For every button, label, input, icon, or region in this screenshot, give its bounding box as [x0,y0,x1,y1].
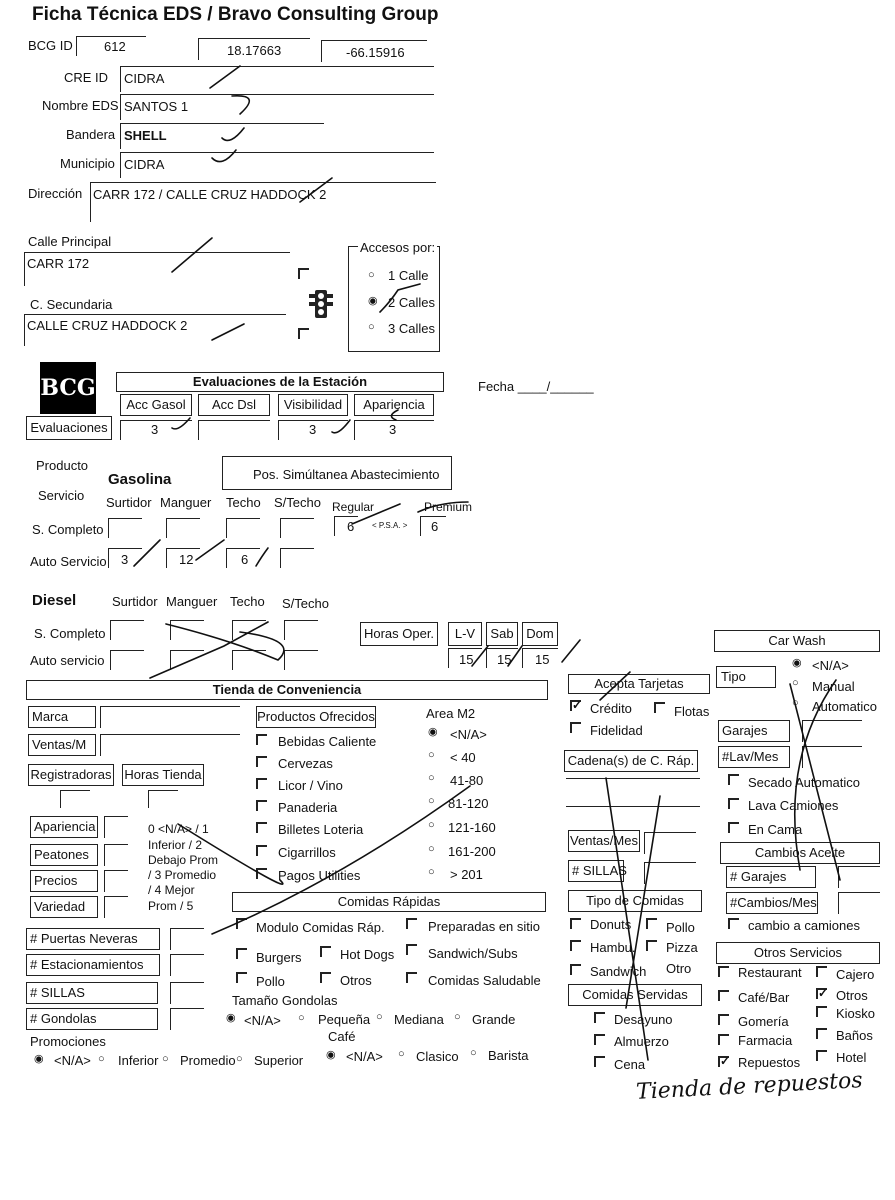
nombre-label: Nombre EDS [42,98,119,113]
diesel-col-surtidor: Surtidor [112,594,158,609]
diesel-auto-label: Auto servicio [30,653,105,668]
s-completo-techo[interactable] [226,518,260,538]
ventas-label: Ventas/M [28,734,96,756]
s-completo-label: S. Completo [32,522,104,537]
marca-label: Marca [28,706,96,728]
cafe-option-1: <N/A> [346,1049,383,1064]
otros-left-label-2: Café/Bar [738,990,790,1005]
tipo-label-4: Pizza [666,940,698,955]
horas-sab-field[interactable]: 15 [486,648,518,668]
producto-label-7: Pagos Utilities [278,868,361,883]
comida-checkbox-5[interactable] [406,944,417,955]
s-completo-s-techo[interactable] [280,518,314,538]
cafe-radio-1[interactable]: ◉ [326,1049,336,1061]
apariencia-tienda-label: Apariencia [30,816,98,838]
cambio-camiones-checkbox[interactable] [728,918,739,929]
lava-camiones-label: Lava Camiones [748,798,839,813]
cre-id-label: CRE ID [64,70,109,85]
diesel-auto-surtidor[interactable] [110,650,144,670]
otros-right-label-5: Hotel [836,1050,867,1065]
bcg-id-field[interactable]: 612 [76,36,146,56]
otros-right-label-4: Baños [836,1028,873,1043]
tipo-label-2: Pollo [666,920,695,935]
horas-dom-field[interactable]: 15 [522,648,558,668]
tipo-label-3: Hambu. [590,940,636,955]
sillas-label: # SILLAS [26,982,158,1004]
cafe-title: Café [328,1029,356,1044]
otros-left-checkbox-1[interactable] [718,966,729,977]
comida-checkbox-7[interactable] [320,972,331,983]
comida-label-3: Burgers [256,950,302,965]
calle-principal-checkbox[interactable] [298,268,309,279]
scale-line-6: Prom / 5 [148,899,194,913]
producto-label-1: Bebidas Caliente [278,734,377,749]
acc-gasol-field[interactable]: 3 [120,420,192,440]
producto-label-3: Licor / Vino [278,778,343,793]
regular-field[interactable]: 6 [334,516,358,536]
diesel-s-completo-manguer[interactable] [170,620,204,640]
servida-label-1: Desayuno [614,1012,673,1027]
latitude-field[interactable]: 18.17663 [198,38,310,60]
cre-id-field[interactable]: CIDRA [120,66,434,92]
calle-principal-field[interactable]: CARR 172 [24,252,290,286]
calle-secundaria-label: C. Secundaria [30,297,113,312]
carwash-radio-na[interactable]: ◉ [792,657,802,669]
area-radio-4[interactable]: ○ [428,795,435,807]
scale-line-5: / 4 Mejor [148,883,195,897]
bandera-field[interactable]: SHELL [120,123,324,149]
otros-right-label-2: Otros [836,988,868,1003]
gasolina-label: Gasolina [108,471,172,488]
precios-label: Precios [30,870,98,892]
diesel-col-manguer: Manguer [166,594,218,609]
auto-techo[interactable]: 6 [226,548,260,568]
producto-checkbox-7[interactable] [256,868,267,879]
servida-label-3: Cena [614,1057,646,1072]
carwash-tipo-label: Tipo [716,666,776,688]
gondolas-label: # Gondolas [26,1008,158,1030]
credito-label: Crédito [590,701,632,716]
producto-label-6: Cigarrillos [278,845,336,860]
municipio-label: Municipio [60,156,115,171]
apariencia-label: Apariencia [354,394,434,416]
area-option-6: 161-200 [448,844,496,859]
direccion-field[interactable]: CARR 172 / CALLE CRUZ HADDOCK 2 [90,182,436,222]
carwash-garajes-field[interactable] [802,720,862,742]
promo-option-2: Inferior [118,1053,159,1068]
diesel-label: Diesel [32,592,77,609]
diesel-auto-manguer[interactable] [170,650,204,670]
gondola-option-1: <N/A> [244,1013,281,1028]
col-manguer: Manguer [160,495,212,510]
otros-right-checkbox-3[interactable] [816,1006,827,1017]
peatones-label: Peatones [30,844,98,866]
accesos-label: Accesos por: [360,240,436,255]
promociones-title: Promociones [30,1034,106,1049]
cambios-mes-label: #Cambios/Mes [726,892,818,914]
puertas-label: # Puertas Neveras [26,928,160,950]
cambios-garajes-field[interactable] [838,866,880,888]
otros-left-checkbox-4[interactable] [718,1034,729,1045]
auto-servicio-label: Auto Servicio [30,554,107,569]
comida-label-4: Hot Dogs [340,947,395,962]
tienda-title: Tienda de Conveniencia [26,680,548,700]
horas-lv-field[interactable]: 15 [448,648,482,668]
promo-option-3: Promedio [180,1053,236,1068]
tipo-checkbox-3[interactable] [570,940,581,951]
horas-dom-label: Dom [522,622,558,646]
area-option-7: > 201 [450,867,483,882]
pos-simultanea-box: Pos. Simúltanea Abastecimiento [222,456,452,490]
area-option-4: 81-120 [448,796,489,811]
comida-label-7: Otros [340,973,372,988]
bcg-id-label: BCG ID [28,38,73,53]
horas-lv-label: L-V [448,622,482,646]
secado-checkbox[interactable] [728,774,739,785]
cambio-camiones-label: cambio a camiones [748,918,860,933]
diesel-s-completo-surtidor[interactable] [110,620,144,640]
area-option-1: <N/A> [450,727,487,742]
servida-checkbox-3[interactable] [594,1056,605,1067]
premium-field[interactable]: 6 [420,516,446,536]
comida-checkbox-2[interactable] [406,918,417,929]
promo-radio-1[interactable]: ◉ [34,1053,44,1065]
otros-right-label-1: Cajero [836,967,875,982]
variedad-field[interactable] [104,896,128,918]
tipo-checkbox-4[interactable] [646,940,657,951]
gondola-option-3: Mediana [394,1012,444,1027]
carwash-option-manual: Manual [812,679,855,694]
producto-label-2: Cervezas [278,756,333,771]
en-cama-checkbox[interactable] [728,822,739,833]
diesel-auto-techo[interactable] [232,650,266,670]
comidas-servidas-title: Comidas Servidas [568,984,702,1006]
gondola-radio-4[interactable]: ○ [454,1011,461,1023]
producto-label: Producto [36,458,89,473]
ventas-field[interactable] [100,734,240,756]
calle-secundaria-field[interactable]: CALLE CRUZ HADDOCK 2 [24,314,286,346]
area-option-5: 121-160 [448,820,496,835]
cafe-option-2: Clasico [416,1049,459,1064]
otros-left-checkbox-2[interactable] [718,990,729,1001]
bandera-label: Bandera [66,127,116,142]
fidelidad-label: Fidelidad [590,723,643,738]
apariencia-field[interactable]: 3 [354,420,434,440]
scale-line-3: Debajo Prom [148,853,219,867]
producto-label-4: Panaderia [278,800,338,815]
visibilidad-field[interactable]: 3 [278,420,348,440]
promo-radio-3[interactable]: ○ [162,1053,169,1065]
gondola-radio-1[interactable]: ◉ [226,1012,236,1024]
carwash-option-na: <N/A> [812,658,849,673]
bcg-logo: BCG [40,362,96,414]
sillas-field[interactable] [170,982,204,1004]
comidas-rapidas-title: Comidas Rápidas [232,892,546,912]
comida-label-8: Comidas Saludable [428,973,541,988]
precios-field[interactable] [104,870,128,892]
comida-checkbox-3[interactable] [236,948,247,959]
producto-checkbox-2[interactable] [256,756,267,767]
area-title: Area M2 [426,706,476,721]
diesel-s-completo-techo[interactable] [232,620,266,640]
auto-surtidor[interactable]: 3 [108,548,142,568]
tipo-label-1: Donuts [590,917,632,932]
producto-label-5: Billetes Loteria [278,822,364,837]
marca-field[interactable] [100,706,240,728]
tipo-checkbox-5[interactable] [570,964,581,975]
traffic-light-icon [307,288,335,322]
diesel-col-s-techo: S/Techo [282,596,329,611]
accesos-radio-1[interactable]: ○ [368,269,375,281]
regular-label: Regular [332,500,375,514]
estacionamientos-label: # Estacionamientos [26,954,160,976]
otros-left-label-5: Repuestos [738,1055,801,1070]
auto-s-techo[interactable] [280,548,314,568]
carwash-option-automatico: Automatico [812,699,878,714]
secado-label: Secado Automatico [748,775,861,790]
promo-option-1: <N/A> [54,1053,91,1068]
evaluaciones-button[interactable]: Evaluaciones [26,416,112,440]
horas-oper-label: Horas Oper. [360,622,438,646]
page-title: Ficha Técnica EDS / Bravo Consulting Group [32,4,439,25]
carwash-garajes-label: Garajes [718,720,790,742]
comida-label-5: Sandwich/Subs [428,946,518,961]
cadena-field-1[interactable] [566,778,700,800]
cadena-field-2[interactable] [566,806,700,828]
lava-camiones-checkbox[interactable] [728,798,739,809]
gondolas-size-title: Tamaño Gondolas [232,993,338,1008]
area-radio-5[interactable]: ○ [428,819,435,831]
estacionamientos-field[interactable] [170,954,204,976]
otros-left-label-1: Restaurant [738,965,802,980]
tarjetas-sillas-label: # SILLAS [568,860,624,882]
col-s-techo: S/Techo [274,495,321,510]
psa-label: < P.S.A. > [372,521,408,530]
credito-checkbox[interactable] [570,700,581,711]
accesos-radio-3[interactable]: ○ [368,321,375,333]
otros-left-checkbox-3[interactable] [718,1014,729,1025]
tipo-label-5: Sandwich [590,964,647,979]
promo-radio-2[interactable]: ○ [98,1053,105,1065]
producto-checkbox-5[interactable] [256,822,267,833]
diesel-s-completo-s-techo[interactable] [284,620,318,640]
otros-left-label-4: Farmacia [738,1033,793,1048]
comida-label-1: Modulo Comidas Ráp. [256,920,385,935]
area-radio-7[interactable]: ○ [428,866,435,878]
servida-checkbox-1[interactable] [594,1012,605,1023]
horas-sab-label: Sab [486,622,518,646]
registradoras-label: Registradoras [28,764,114,786]
area-option-3: 41-80 [450,773,484,788]
comida-label-6: Pollo [256,974,285,989]
fidelidad-checkbox[interactable] [570,722,581,733]
otros-right-checkbox-4[interactable] [816,1028,827,1039]
acc-dsl-label: Acc Dsl [198,394,270,416]
acc-dsl-field[interactable] [198,420,270,440]
cambios-garajes-label: # Garajes [726,866,816,888]
diesel-auto-s-techo[interactable] [284,650,318,670]
col-surtidor: Surtidor [106,495,152,510]
otros-servicios-title: Otros Servicios [716,942,880,964]
gondola-radio-2[interactable]: ○ [298,1012,305,1024]
producto-checkbox-1[interactable] [256,734,267,745]
gondola-radio-3[interactable]: ○ [376,1011,383,1023]
servida-label-2: Almuerzo [614,1034,669,1049]
diesel-s-completo-label: S. Completo [34,626,106,641]
productos-title: Productos Ofrecidos [256,706,376,728]
ventas-mes-field[interactable] [644,832,696,854]
flotas-checkbox[interactable] [654,702,665,713]
cadena-label: Cadena(s) de C. Ráp. [564,750,698,772]
s-completo-surtidor[interactable] [108,518,142,538]
visibilidad-label: Visibilidad [278,394,348,416]
col-techo: Techo [226,495,261,510]
promo-radio-4[interactable]: ○ [236,1053,243,1065]
premium-label: Premium [424,500,473,514]
servicio-label: Servicio [38,488,85,503]
horas-tienda-field[interactable] [148,790,178,808]
producto-checkbox-4[interactable] [256,800,267,811]
carwash-lav-mes-field[interactable] [802,746,862,768]
comida-checkbox-1[interactable] [236,918,247,929]
puertas-field[interactable] [170,928,204,950]
tipo-label-6: Otro [666,961,692,976]
gondola-option-4: Grande [472,1012,516,1027]
area-option-2: < 40 [450,750,476,765]
gondola-option-2: Pequeña [318,1012,371,1027]
promo-option-4: Superior [254,1053,304,1068]
apariencia-tienda-field[interactable] [104,816,128,838]
en-cama-label: En Cama [748,822,803,837]
evaluaciones-title: Evaluaciones de la Estación [116,372,444,392]
direccion-label: Dirección [28,186,83,201]
accesos-radio-2[interactable]: ◉ [368,295,378,307]
otros-right-checkbox-2[interactable] [816,988,827,999]
area-radio-2[interactable]: ○ [428,749,435,761]
handwritten-note: Tienda de repuestos [635,1068,864,1105]
carwash-title: Car Wash [714,630,880,652]
scale-line-1: 0 <N/A> / 1 [148,822,209,836]
acc-gasol-label: Acc Gasol [120,394,192,416]
area-radio-1[interactable]: ◉ [428,726,438,738]
tipo-comidas-title: Tipo de Comidas [568,890,702,912]
cafe-option-3: Barista [488,1048,529,1063]
fecha-label: Fecha ____/______ [478,379,594,394]
peatones-field[interactable] [104,844,128,866]
tipo-checkbox-1[interactable] [570,918,581,929]
comida-checkbox-8[interactable] [406,972,417,983]
area-radio-6[interactable]: ○ [428,843,435,855]
cafe-radio-2[interactable]: ○ [398,1048,405,1060]
calle-secundaria-checkbox[interactable] [298,328,309,339]
otros-left-label-3: Gomería [738,1014,789,1029]
registradoras-field[interactable] [60,790,90,808]
accesos-option-1: 1 Calle [388,268,429,283]
accesos-option-2: 2 Calles [388,295,435,310]
tarjetas-sillas-field[interactable] [644,862,696,884]
variedad-label: Variedad [30,896,98,918]
municipio-field[interactable]: CIDRA [120,152,434,178]
auto-manguer[interactable]: 12 [166,548,200,568]
comida-label-2: Preparadas en sitio [428,919,541,934]
scale-line-4: / 3 Promedio [148,868,217,882]
scale-line-2: Inferior / 2 [148,838,203,852]
flotas-label: Flotas [674,704,710,719]
comida-checkbox-4[interactable] [320,946,331,957]
accesos-option-3: 3 Calles [388,321,435,336]
ventas-mes-label: Ventas/Mes [568,830,640,852]
tarjetas-title: Acepta Tarjetas [568,674,710,694]
cambios-mes-field[interactable] [838,892,880,914]
area-radio-3[interactable]: ○ [428,772,435,784]
carwash-lav-mes-label: #Lav/Mes [718,746,790,768]
longitude-field[interactable]: -66.15916 [321,40,427,62]
otros-right-checkbox-1[interactable] [816,966,827,977]
diesel-col-techo: Techo [230,594,265,609]
gondolas-field[interactable] [170,1008,204,1030]
otros-left-checkbox-5[interactable] [718,1056,729,1067]
cafe-radio-3[interactable]: ○ [470,1047,477,1059]
producto-checkbox-3[interactable] [256,778,267,789]
otros-right-checkbox-5[interactable] [816,1050,827,1061]
carwash-radio-manual[interactable]: ○ [792,677,799,689]
tipo-checkbox-2[interactable] [646,918,657,929]
carwash-radio-automatico[interactable]: ○ [792,697,799,709]
cambios-aceite-title: Cambios Aceite [720,842,880,864]
servida-checkbox-2[interactable] [594,1034,605,1045]
otros-right-label-3: Kiosko [836,1006,876,1021]
s-completo-manguer[interactable] [166,518,200,538]
producto-checkbox-6[interactable] [256,845,267,856]
comida-checkbox-6[interactable] [236,972,247,983]
nombre-field[interactable]: SANTOS 1 [120,94,434,120]
horas-tienda-label: Horas Tienda [122,764,204,786]
calle-principal-label: Calle Principal [28,234,112,249]
